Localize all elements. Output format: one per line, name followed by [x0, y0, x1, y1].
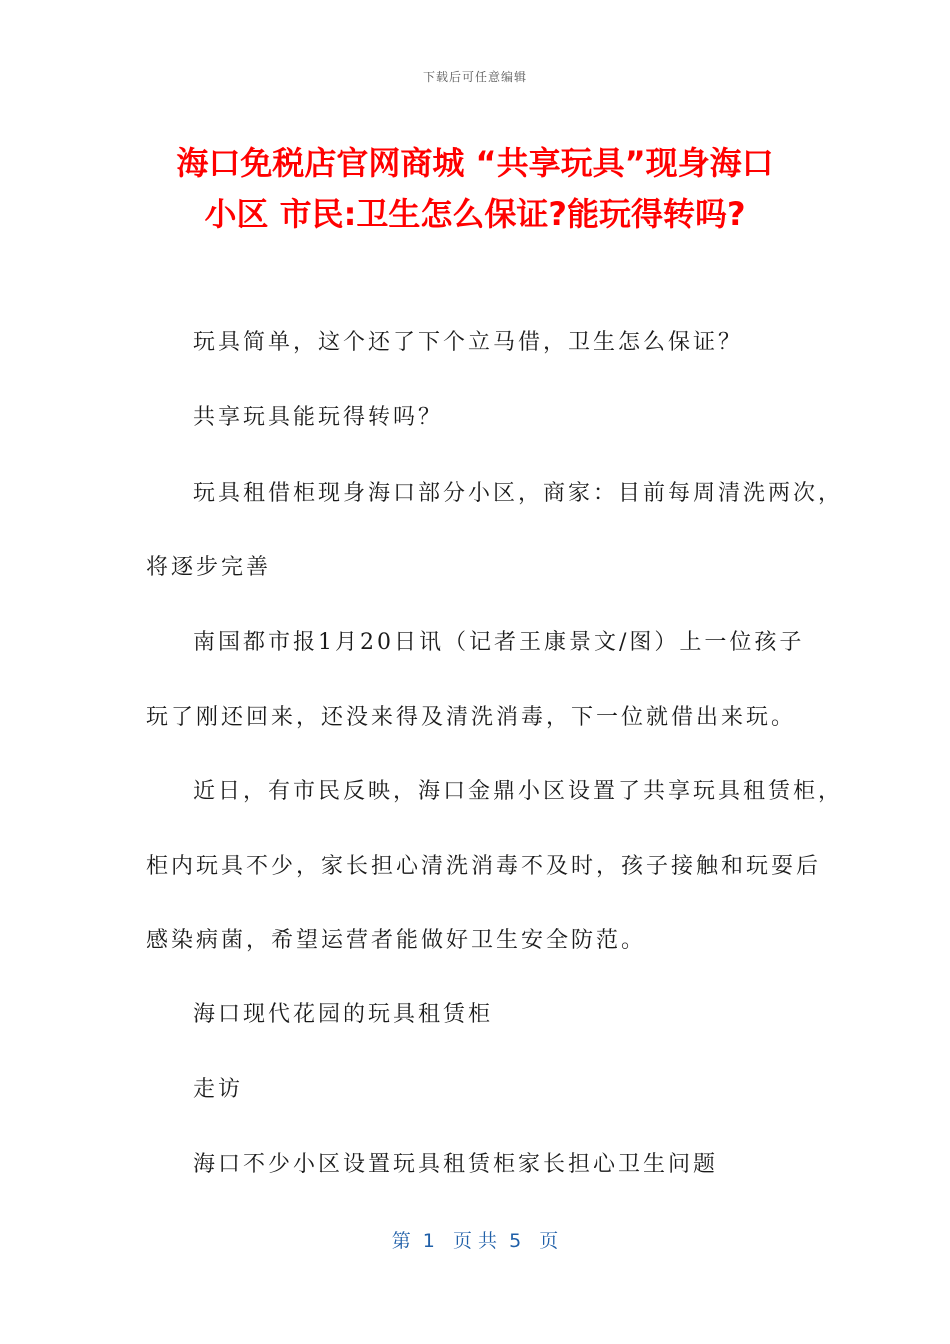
- body-line-10: 海口现代花园的玩具租赁柜: [193, 1002, 494, 1027]
- header-note: 下载后可任意编辑: [422, 70, 527, 84]
- body-line-8: 柜内玩具不少，家长担心清洗消毒不及时，孩子接触和玩耍后: [146, 854, 822, 879]
- body-line-3: 玩具租借柜现身海口部分小区，商家：目前每周清洗两次，: [193, 481, 844, 506]
- body-line-9: 感染病菌，希望运营者能做好卫生安全防范。: [146, 928, 647, 953]
- title-line-2: 小区 市民:卫生怎么保证?能玩得转吗?: [204, 195, 746, 233]
- body-line-11: 走访: [193, 1077, 244, 1102]
- body-line-2: 共享玩具能玩得转吗？: [193, 405, 444, 430]
- page-number-footer: 第 1 页 共 5 页: [391, 1230, 559, 1252]
- body-line-1: 玩具简单，这个还了下个立马借，卫生怎么保证？: [193, 330, 744, 355]
- body-line-7: 近日，有市民反映，海口金鼎小区设置了共享玩具租赁柜，: [193, 779, 844, 804]
- title-line-1: 海口免税店官网商城 “共享玩具”现身海口: [176, 144, 774, 182]
- body-line-5: 南国都市报1月20日讯（记者王康景文/图）上一位孩子: [193, 630, 805, 655]
- body-line-4: 将逐步完善: [146, 555, 272, 580]
- body-line-12: 海口不少小区设置玩具租赁柜家长担心卫生问题: [193, 1152, 719, 1177]
- document-title: [120, 138, 830, 240]
- body-line-6: 玩了刚还回来，还没来得及清洗消毒，下一位就借出来玩。: [146, 705, 797, 730]
